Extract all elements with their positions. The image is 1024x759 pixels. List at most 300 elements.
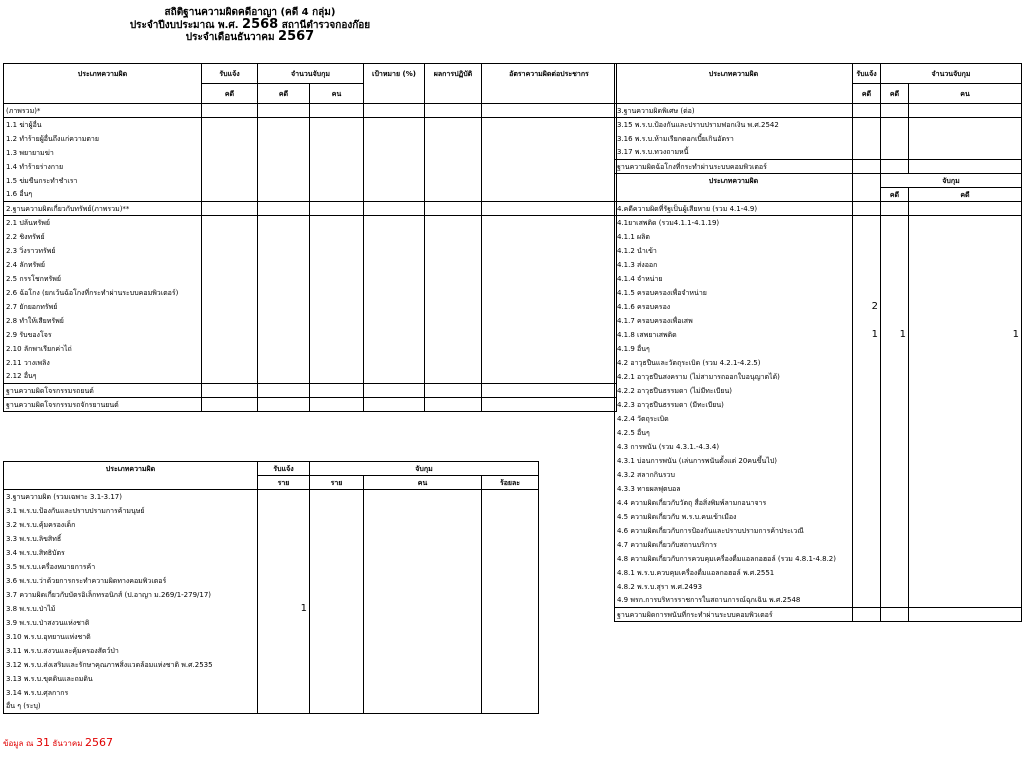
empty-cell <box>258 314 310 328</box>
header-case: คดี <box>909 188 1022 202</box>
label-post: พ.ร.บ.ป่าไม้ <box>17 604 56 613</box>
extra-value <box>909 440 1022 454</box>
label-big: 4.1.4 <box>617 274 635 283</box>
received-value <box>258 588 310 602</box>
empty-cell <box>364 230 425 244</box>
category-label <box>4 286 202 300</box>
table-row <box>4 230 617 244</box>
received-value <box>853 608 881 622</box>
table-row <box>615 244 1022 258</box>
empty-cell <box>482 588 539 602</box>
empty-cell <box>482 616 539 630</box>
category-label <box>4 504 258 518</box>
label-big: 2.8 <box>6 316 18 325</box>
received-value <box>202 230 258 244</box>
header-cases: ราย <box>258 476 310 490</box>
empty-cell <box>425 132 482 146</box>
label-post: ยาเสพติด (รวม4.1.1-4.1.19) <box>628 218 720 227</box>
label-post: พรก.การบริหารราชการในสถานการณ์ฉุกเฉิน พ.ศ.2548 <box>628 596 801 605</box>
extra-value <box>909 608 1022 622</box>
label-big: 1.2 <box>6 134 18 143</box>
header-case: คดี <box>881 188 909 202</box>
received-value <box>202 188 258 202</box>
empty-cell <box>310 602 364 616</box>
header-blank <box>425 84 482 104</box>
label-post: พ.ร.บ.ห้ามเรียกดอกเบี้ยเกินอัตรา <box>632 134 734 143</box>
empty-cell <box>258 188 310 202</box>
category-label <box>615 244 853 258</box>
received-value <box>202 370 258 384</box>
category-label <box>615 454 853 468</box>
category-label <box>4 132 202 146</box>
report-month <box>0 31 500 44</box>
category-label <box>4 356 202 370</box>
table-row <box>615 510 1022 524</box>
received-value <box>258 672 310 686</box>
header-received: รับแจ้ง <box>258 462 310 476</box>
label-post: นำเข้า <box>634 246 657 255</box>
empty-cell <box>881 160 909 174</box>
label-post: อาวุธปืนธรรมดา (มีทะเบียน) <box>634 400 724 409</box>
label-post: พ.ร.บ.ศุลกากร <box>21 688 69 697</box>
table-row <box>615 328 1022 342</box>
label-post: ฉ้อโกง (ยกเว้นฉ้อโกงที่กระทำผ่านระบบคอมพิวเตอร์) <box>17 288 179 297</box>
empty-cell <box>310 286 364 300</box>
header-category: ประเภทความผิด <box>615 64 853 84</box>
category-label <box>615 132 853 146</box>
label-big: 2.6 <box>6 288 18 297</box>
extra-value <box>909 216 1022 230</box>
label-big: 3.2 <box>6 520 18 529</box>
empty-cell <box>881 146 909 160</box>
category-label <box>615 370 853 384</box>
empty-cell <box>364 146 425 160</box>
label-post: ครอบครองเพื่อจำหน่าย <box>634 288 707 297</box>
received-value <box>853 538 881 552</box>
empty-cell <box>482 546 539 560</box>
arrested-value <box>881 440 909 454</box>
received-value <box>202 104 258 118</box>
empty-cell <box>258 370 310 384</box>
header-blank <box>4 476 258 490</box>
label-post: ความผิดเกี่ยวกับการควบคุมเครื่องดื่มแอลกอฮอล์ (รวม 4.8.1-4.8.2) <box>628 554 836 563</box>
received-value <box>258 504 310 518</box>
header-target: เป้าหมาย (%) <box>364 64 425 84</box>
empty-cell <box>482 630 539 644</box>
header-persons: คน <box>364 476 482 490</box>
category-label <box>615 314 853 328</box>
empty-cell <box>482 532 539 546</box>
empty-cell <box>853 104 881 118</box>
month-label: ประจำเดือนธันวาคม <box>185 32 279 43</box>
empty-cell <box>364 160 425 174</box>
table-row <box>4 286 617 300</box>
category-label <box>4 146 202 160</box>
received-value <box>258 644 310 658</box>
label-big: 3.7 <box>6 590 18 599</box>
table-row <box>615 398 1022 412</box>
empty-cell <box>364 132 425 146</box>
empty-cell <box>482 118 617 132</box>
empty-cell <box>482 328 617 342</box>
extra-value <box>909 594 1022 608</box>
empty-cell <box>482 174 617 188</box>
empty-cell <box>258 384 310 398</box>
empty-cell <box>364 328 425 342</box>
label-big: 1.3 <box>6 148 18 157</box>
received-value <box>853 342 881 356</box>
category-label <box>4 574 258 588</box>
extra-value <box>909 580 1022 594</box>
label-pre: ฐานความผิดโจรกรรมรถจักรยานยนต์ <box>6 400 119 409</box>
label-big: 3.16 <box>617 134 633 143</box>
received-value <box>853 468 881 482</box>
empty-cell <box>853 188 881 202</box>
empty-cell <box>310 490 364 504</box>
empty-cell <box>364 616 482 630</box>
arrested-value <box>881 412 909 426</box>
empty-cell <box>258 202 310 216</box>
category-label <box>615 538 853 552</box>
category-label <box>4 672 258 686</box>
label-big: 2.5 <box>6 274 18 283</box>
label-big: 4.3.1 <box>617 456 635 465</box>
label-post: ) <box>754 204 758 213</box>
empty-cell <box>310 314 364 328</box>
table-row <box>615 356 1022 370</box>
empty-cell <box>425 342 482 356</box>
label-pre: 3.ฐานความผิด (รวมเฉพาะ <box>6 492 91 501</box>
received-value <box>258 630 310 644</box>
extra-value: 1 <box>909 328 1022 342</box>
category-label <box>4 216 202 230</box>
table-row <box>4 686 539 700</box>
arrested-value <box>881 342 909 356</box>
label-post: ปล้นทรัพย์ <box>17 218 50 227</box>
header-arrested: จับกุม <box>310 462 539 476</box>
empty-cell <box>364 300 425 314</box>
header-case: คดี <box>202 84 258 104</box>
label-big: 2.1 <box>6 218 18 227</box>
label-big: 4.3.2 <box>617 470 635 479</box>
table-row <box>615 202 1022 216</box>
extra-value <box>909 482 1022 496</box>
empty-cell <box>482 188 617 202</box>
label-big: 2.3 <box>6 246 18 255</box>
empty-cell <box>881 104 909 118</box>
header-blank <box>482 84 617 104</box>
arrested-value <box>881 552 909 566</box>
empty-cell <box>310 546 364 560</box>
label-post: ทายผลฟุตบอล <box>634 484 681 493</box>
category-label <box>4 658 258 672</box>
category-label <box>4 616 258 630</box>
label-post: ความผิดเกี่ยวกับ พ.ร.บ.คนเข้าเมือง <box>628 512 737 521</box>
table-row <box>615 174 1022 188</box>
received-value <box>202 244 258 258</box>
table-row <box>4 202 617 216</box>
empty-cell <box>364 314 425 328</box>
label-post: จำหน่าย <box>634 274 663 283</box>
label-big: 2.11 <box>6 358 22 367</box>
table-row <box>615 118 1022 132</box>
empty-cell <box>310 370 364 384</box>
received-value <box>258 518 310 532</box>
label-big: 3.3 <box>6 534 18 543</box>
label-big: 3.15 <box>617 120 633 129</box>
fiscal-year-label: ประจำปีงบประมาณ พ.ศ. <box>129 20 243 31</box>
empty-cell <box>482 672 539 686</box>
table-row <box>4 588 539 602</box>
label-post: พ.ร.บ.สิทธิบัตร <box>17 548 65 557</box>
label-post: อื่นๆ <box>17 190 33 199</box>
received-value <box>853 580 881 594</box>
table-row <box>615 580 1022 594</box>
received-value <box>202 286 258 300</box>
header-case: คดี <box>853 84 881 104</box>
table-row <box>615 538 1022 552</box>
label-big: 3.5 <box>6 562 18 571</box>
empty-cell <box>310 560 364 574</box>
empty-cell <box>364 630 482 644</box>
received-value: 1 <box>258 602 310 616</box>
header-percent: ร้อยละ <box>482 476 539 490</box>
label-big: 3.1 <box>6 506 18 515</box>
empty-cell <box>482 342 617 356</box>
label-big: 4.2.4 <box>617 414 635 423</box>
received-value <box>202 342 258 356</box>
label-post: ลักทรัพย์ <box>17 260 45 269</box>
empty-cell <box>425 202 482 216</box>
empty-cell <box>310 146 364 160</box>
empty-cell <box>482 356 617 370</box>
table-row <box>4 384 617 398</box>
empty-cell <box>482 230 617 244</box>
label-post: ความผิดเกี่ยวกับวัตถุ สื่อสิ่งพิมพ์ลามกอนาจาร <box>628 498 767 507</box>
empty-cell <box>425 104 482 118</box>
category-label <box>615 216 853 230</box>
label-post: ทำให้เสียทรัพย์ <box>17 316 64 325</box>
table-row <box>4 132 617 146</box>
category-label <box>615 104 853 118</box>
received-value: 2 <box>853 300 881 314</box>
empty-cell <box>258 118 310 132</box>
empty-cell <box>482 146 617 160</box>
header-result: ผลการปฏิบัติ <box>425 64 482 84</box>
empty-cell <box>310 188 364 202</box>
report-title: สถิติฐานความผิดคดีอาญา (คดี 4 กลุ่ม) <box>164 7 336 18</box>
label-post: อื่นๆ <box>634 428 650 437</box>
empty-cell <box>482 658 539 672</box>
empty-cell <box>482 504 539 518</box>
empty-cell <box>909 146 1022 160</box>
note-prefix: ข้อมูล ณ <box>3 739 36 748</box>
label-big: 4.7 <box>617 540 629 549</box>
received-value <box>853 510 881 524</box>
fiscal-year: 2568 <box>242 17 279 32</box>
empty-cell <box>310 216 364 230</box>
received-value <box>853 398 881 412</box>
arrested-value <box>881 398 909 412</box>
extra-value <box>909 510 1022 524</box>
label-big: 3.4 <box>6 548 18 557</box>
label-post: ครอบครอง <box>634 302 671 311</box>
category-label <box>4 384 202 398</box>
received-value <box>202 356 258 370</box>
extra-value <box>909 398 1022 412</box>
label-post: พ.ร.บ.ทวงถามหนี้ <box>632 148 689 157</box>
table-row <box>4 658 539 672</box>
category-label <box>4 588 258 602</box>
label-post: สลากกินรวบ <box>634 470 675 479</box>
received-value <box>202 398 258 412</box>
received-value <box>853 440 881 454</box>
label-big: 4.9 <box>617 596 629 605</box>
label-post: พ.ร.บ.ว่าด้วยการกระทำความผิดทางคอมพิวเตอร์ <box>17 576 167 585</box>
empty-cell <box>482 384 617 398</box>
table-row <box>4 532 539 546</box>
table-row <box>615 132 1022 146</box>
header-blank <box>364 84 425 104</box>
received-value <box>853 496 881 510</box>
empty-cell <box>482 300 617 314</box>
empty-cell <box>909 118 1022 132</box>
received-value <box>853 272 881 286</box>
empty-cell <box>258 216 310 230</box>
label-post: อาวุธปืนสงคราม (ไม่สามารถออกใบอนุญาตได้) <box>634 372 780 381</box>
arrested-value <box>881 216 909 230</box>
extra-value <box>909 230 1022 244</box>
label-big: 4.1 <box>617 218 629 227</box>
header-category: ประเภทความผิด <box>615 174 853 188</box>
empty-cell <box>364 658 482 672</box>
table-row <box>615 104 1022 118</box>
empty-cell <box>364 532 482 546</box>
category-label <box>615 146 853 160</box>
label-big: 4.1.3 <box>617 260 635 269</box>
category-label <box>615 230 853 244</box>
table-row <box>4 518 539 532</box>
category-label <box>615 398 853 412</box>
received-value <box>853 202 881 216</box>
label-pre: ฐานความผิดโจรกรรมรถยนต์ <box>6 386 94 395</box>
category-label <box>615 552 853 566</box>
received-value: 1 <box>853 328 881 342</box>
category-label <box>615 300 853 314</box>
extra-value <box>909 454 1022 468</box>
empty-cell <box>258 398 310 412</box>
arrested-value <box>881 468 909 482</box>
extra-value <box>909 258 1022 272</box>
empty-cell <box>310 132 364 146</box>
label-post: พ.ร.บ.สงวนและคุ้มครองสัตว์ป่า <box>21 646 119 655</box>
received-value <box>202 300 258 314</box>
arrested-value <box>881 356 909 370</box>
header-cases: ราย <box>310 476 364 490</box>
table-row <box>615 440 1022 454</box>
empty-cell <box>482 560 539 574</box>
table-row <box>615 468 1022 482</box>
empty-cell <box>258 132 310 146</box>
empty-cell <box>364 384 425 398</box>
empty-cell <box>258 328 310 342</box>
category-label <box>4 328 202 342</box>
category-label <box>615 412 853 426</box>
header-received: รับแจ้ง <box>853 64 881 84</box>
empty-cell <box>425 160 482 174</box>
empty-cell <box>482 398 617 412</box>
empty-cell <box>364 588 482 602</box>
category-label <box>615 118 853 132</box>
category-label <box>4 490 258 504</box>
label-big: 3.13 <box>6 674 22 683</box>
table-row <box>615 412 1022 426</box>
received-value <box>202 160 258 174</box>
empty-cell <box>310 700 364 714</box>
category-label <box>4 518 258 532</box>
label-pre: 4.คดีความผิดที่รัฐเป็นผู้เสียหาย (รวม <box>617 204 730 213</box>
label-big: 2.10 <box>6 344 22 353</box>
category-label <box>615 272 853 286</box>
right-table <box>614 63 1022 622</box>
empty-cell <box>425 118 482 132</box>
category-label <box>615 286 853 300</box>
empty-cell <box>364 398 425 412</box>
extra-value <box>909 524 1022 538</box>
label-big: 3.11 <box>6 646 22 655</box>
label-post: พ.ร.บ.ป้องกันและปราบปรามฟอกเงิน พ.ศ.2542 <box>632 120 779 129</box>
empty-cell <box>364 244 425 258</box>
label-big: 4.2.5 <box>617 428 635 437</box>
table-row <box>615 426 1022 440</box>
category-label <box>4 546 258 560</box>
empty-cell <box>364 188 425 202</box>
empty-cell <box>258 104 310 118</box>
table-row <box>4 258 617 272</box>
empty-cell <box>364 174 425 188</box>
table-row <box>4 356 617 370</box>
label-post: ชิงทรัพย์ <box>17 232 45 241</box>
category-label <box>615 482 853 496</box>
empty-cell <box>258 146 310 160</box>
table-row <box>4 672 539 686</box>
received-value <box>853 482 881 496</box>
extra-value <box>909 356 1022 370</box>
label-big: 1.1 <box>6 120 18 129</box>
empty-cell <box>364 602 482 616</box>
category-label <box>615 594 853 608</box>
table-row <box>615 496 1022 510</box>
category-label <box>615 496 853 510</box>
category-label <box>4 700 258 714</box>
arrested-value: 1 <box>881 328 909 342</box>
note-day: 31 <box>35 736 50 749</box>
label-post: ส่งออก <box>634 260 658 269</box>
empty-cell <box>310 230 364 244</box>
table-row <box>4 644 539 658</box>
received-value <box>258 574 310 588</box>
label-post: พ.ร.บ.ป้องกันและปราบปรามการค้ามนุษย์ <box>17 506 145 515</box>
empty-cell <box>482 216 617 230</box>
received-value <box>853 524 881 538</box>
arrested-value <box>881 230 909 244</box>
label-big: 4.1.8 <box>617 330 635 339</box>
empty-cell <box>364 518 482 532</box>
empty-cell <box>364 560 482 574</box>
empty-cell <box>482 700 539 714</box>
received-value <box>258 700 310 714</box>
label-pre: 3.ฐานความผิดพิเศษ (ต่อ) <box>617 106 695 115</box>
